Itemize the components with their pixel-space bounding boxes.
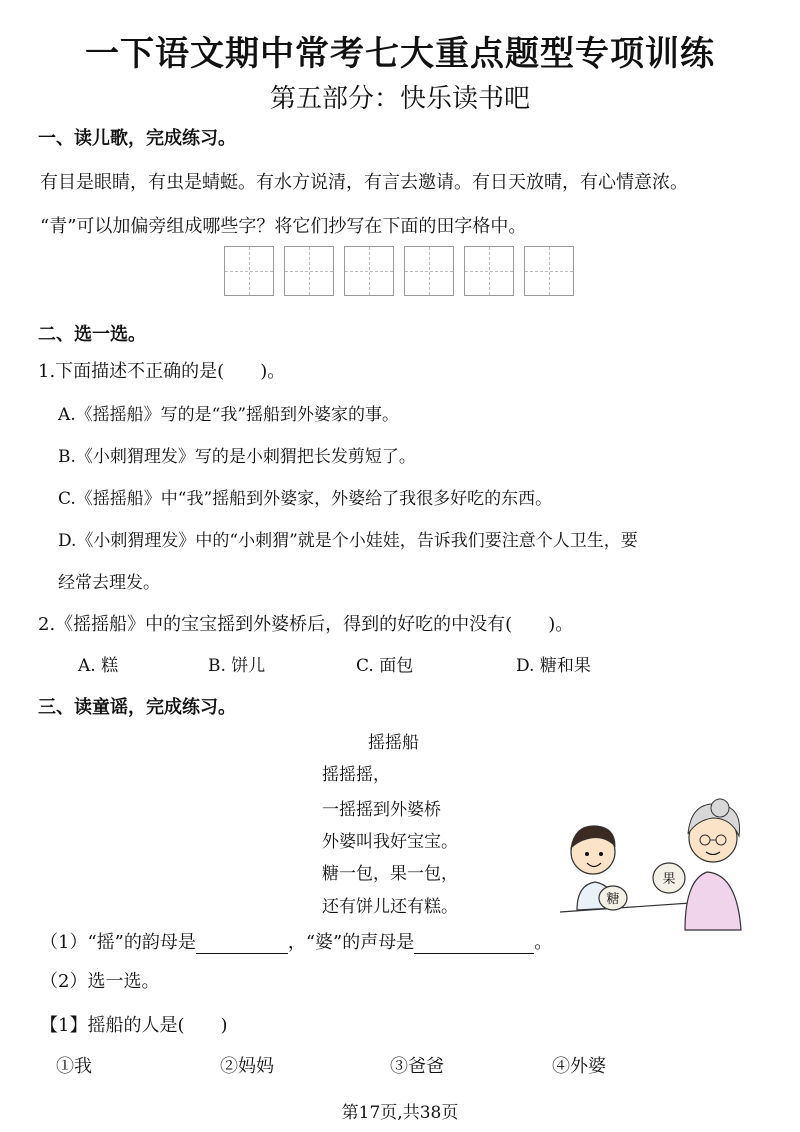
poem-line: 外婆叫我好宝宝。 [322, 832, 458, 852]
fruit-bag-label: 果 [662, 872, 676, 887]
tianzige-box[interactable] [224, 246, 274, 296]
question-1-option-d-cont: 经常去理发。 [58, 573, 160, 593]
poem-question-1-part-b: ，“婆”的声母是 [287, 932, 415, 953]
rhyme-text: 有目是眼睛，有虫是蜻蜓。有水方说清，有言去邀请。有日天放晴，有心情意浓。 [40, 172, 688, 193]
section-heading-2: 二、选一选。 [38, 324, 146, 345]
poem-option-4: ④外婆 [552, 1056, 606, 1077]
question-1-option-d: D.《小刺猬理发》中的“小刺猬”就是个小娃娃，告诉我们要注意个人卫生，要 [58, 531, 638, 551]
poem-question-1-part-a: （1）“摇”的韵母是 [40, 932, 196, 953]
poem-option-1: ①我 [56, 1056, 92, 1077]
poem-question-1 [40, 928, 552, 954]
poem-option-2: ②妈妈 [220, 1056, 274, 1077]
poem-line: 糖一包，果一包， [322, 864, 458, 884]
question-2-option-b: B. 饼儿 [208, 656, 266, 676]
fruit-bag [653, 863, 685, 893]
question-2-option-a: A. 糕 [78, 656, 119, 676]
poem-question-1-part-c: 。 [534, 932, 553, 953]
question-text: “青”可以加偏旁组成哪些字？将它们抄写在下面的田字格中。 [40, 216, 527, 237]
question-2-stem: 2.《摇摇船》中的宝宝摇到外婆桥后，得到的好吃的中没有( )。 [38, 614, 574, 635]
poem-line: 一摇摇到外婆桥 [322, 800, 441, 820]
question-1-option-c: C.《摇摇船》中“我”摇船到外婆家，外婆给了我很多好吃的东西。 [58, 489, 553, 509]
boy-grandma-illustration [555, 790, 770, 935]
tianzige-grid [224, 246, 574, 296]
poem-title: 摇摇船 [368, 733, 419, 753]
candy-bag-label: 糖 [606, 892, 620, 907]
answer-blank-shengmu[interactable] [414, 932, 534, 954]
poem-question-2: （2）选一选。 [40, 971, 160, 992]
tianzige-box[interactable] [524, 246, 574, 296]
tianzige-box[interactable] [284, 246, 334, 296]
question-2-option-d: D. 糖和果 [516, 656, 591, 676]
grandma-figure [685, 799, 741, 930]
answer-blank-yunmu[interactable] [196, 932, 288, 954]
poem-line: 还有饼儿还有糕。 [322, 897, 458, 917]
question-2-option-c: C. 面包 [356, 656, 414, 676]
tianzige-box[interactable] [344, 246, 394, 296]
tianzige-box[interactable] [464, 246, 514, 296]
page-title: 一下语文期中常考七大重点题型专项训练 [85, 34, 715, 74]
poem-option-3: ③爸爸 [390, 1056, 444, 1077]
question-1-option-b: B.《小刺猬理发》写的是小刺猬把长发剪短了。 [58, 447, 416, 467]
tianzige-box[interactable] [404, 246, 454, 296]
page-subtitle: 第五部分：快乐读书吧 [269, 84, 530, 114]
question-1-option-a: A.《摇摇船》写的是“我”摇船到外婆家的事。 [58, 405, 400, 425]
question-1-stem: 1.下面描述不正确的是( )。 [38, 361, 286, 382]
page-number: 第17页,共38页 [341, 1103, 459, 1123]
candy-bag [599, 886, 627, 910]
poem-line: 摇摇摇， [322, 765, 390, 785]
section-heading-3: 三、读童谣，完成练习。 [38, 697, 236, 718]
section-heading-1: 一、读儿歌，完成练习。 [38, 128, 236, 149]
poem-question-2-sub: 【1】摇船的人是( ) [40, 1015, 228, 1036]
